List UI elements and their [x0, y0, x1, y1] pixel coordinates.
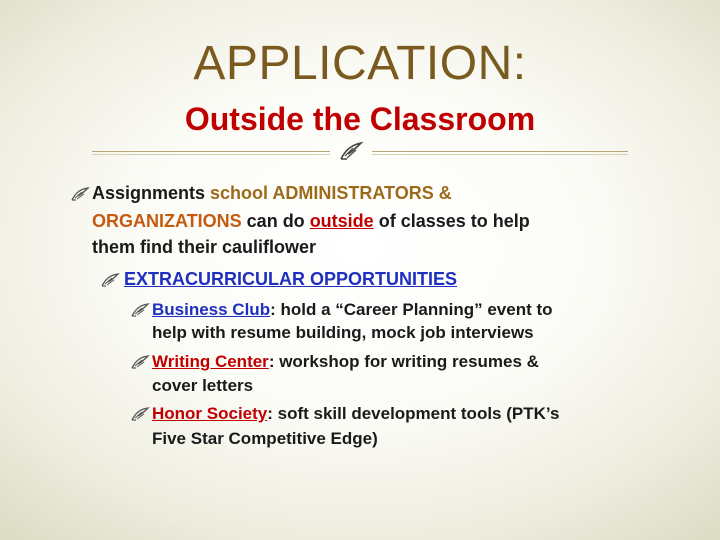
- outside-link[interactable]: outside: [309, 211, 374, 231]
- feather-bullet-icon: [130, 354, 150, 370]
- item-writing-center-line2: cover letters: [152, 376, 254, 395]
- feather-bullet-icon: [130, 302, 150, 318]
- extracurricular-link[interactable]: EXTRACURRICULAR OPPORTUNITIES: [124, 269, 458, 289]
- item-text: : workshop for writing resumes &: [268, 352, 539, 371]
- bullet1-text: school: [210, 183, 273, 203]
- slide-title: APPLICATION:: [193, 37, 527, 90]
- item-honor-society-line2: Five Star Competitive Edge): [152, 429, 378, 448]
- divider-left: [92, 151, 330, 152]
- item-writing-center-line1: [152, 351, 539, 373]
- divider-right: [372, 151, 628, 152]
- item-text: : soft skill development tools (PTK’s: [267, 404, 560, 423]
- bullet1-text: ADMINISTRATORS &: [272, 183, 452, 203]
- writing-center-link[interactable]: Writing Center: [152, 352, 269, 371]
- bullet1-line1: [92, 182, 452, 204]
- bullet1-text: ORGANIZATIONS: [92, 211, 247, 231]
- bullet1-line2: [92, 210, 530, 232]
- feather-hook-icon: [338, 140, 364, 162]
- bullet1-line3: them find their cauliflower: [92, 237, 317, 257]
- item-honor-society-line1: [152, 403, 559, 425]
- feather-bullet-icon: [100, 272, 120, 288]
- feather-bullet-icon: [130, 406, 150, 422]
- bullet1-text: Assignments: [92, 183, 211, 203]
- item-business-club-line2: help with resume building, mock job interviews: [152, 323, 534, 342]
- honor-society-link[interactable]: Honor Society: [152, 404, 268, 423]
- feather-bullet-icon: [70, 186, 90, 202]
- business-club-link[interactable]: Business Club: [152, 300, 271, 319]
- bullet1-text: can do: [246, 211, 310, 231]
- item-business-club-line1: [152, 299, 553, 321]
- slide-subtitle: Outside the Classroom: [184, 101, 536, 137]
- bullet1-text: of classes to help: [373, 211, 530, 231]
- item-text: : hold a “Career Planning” event to: [270, 300, 553, 319]
